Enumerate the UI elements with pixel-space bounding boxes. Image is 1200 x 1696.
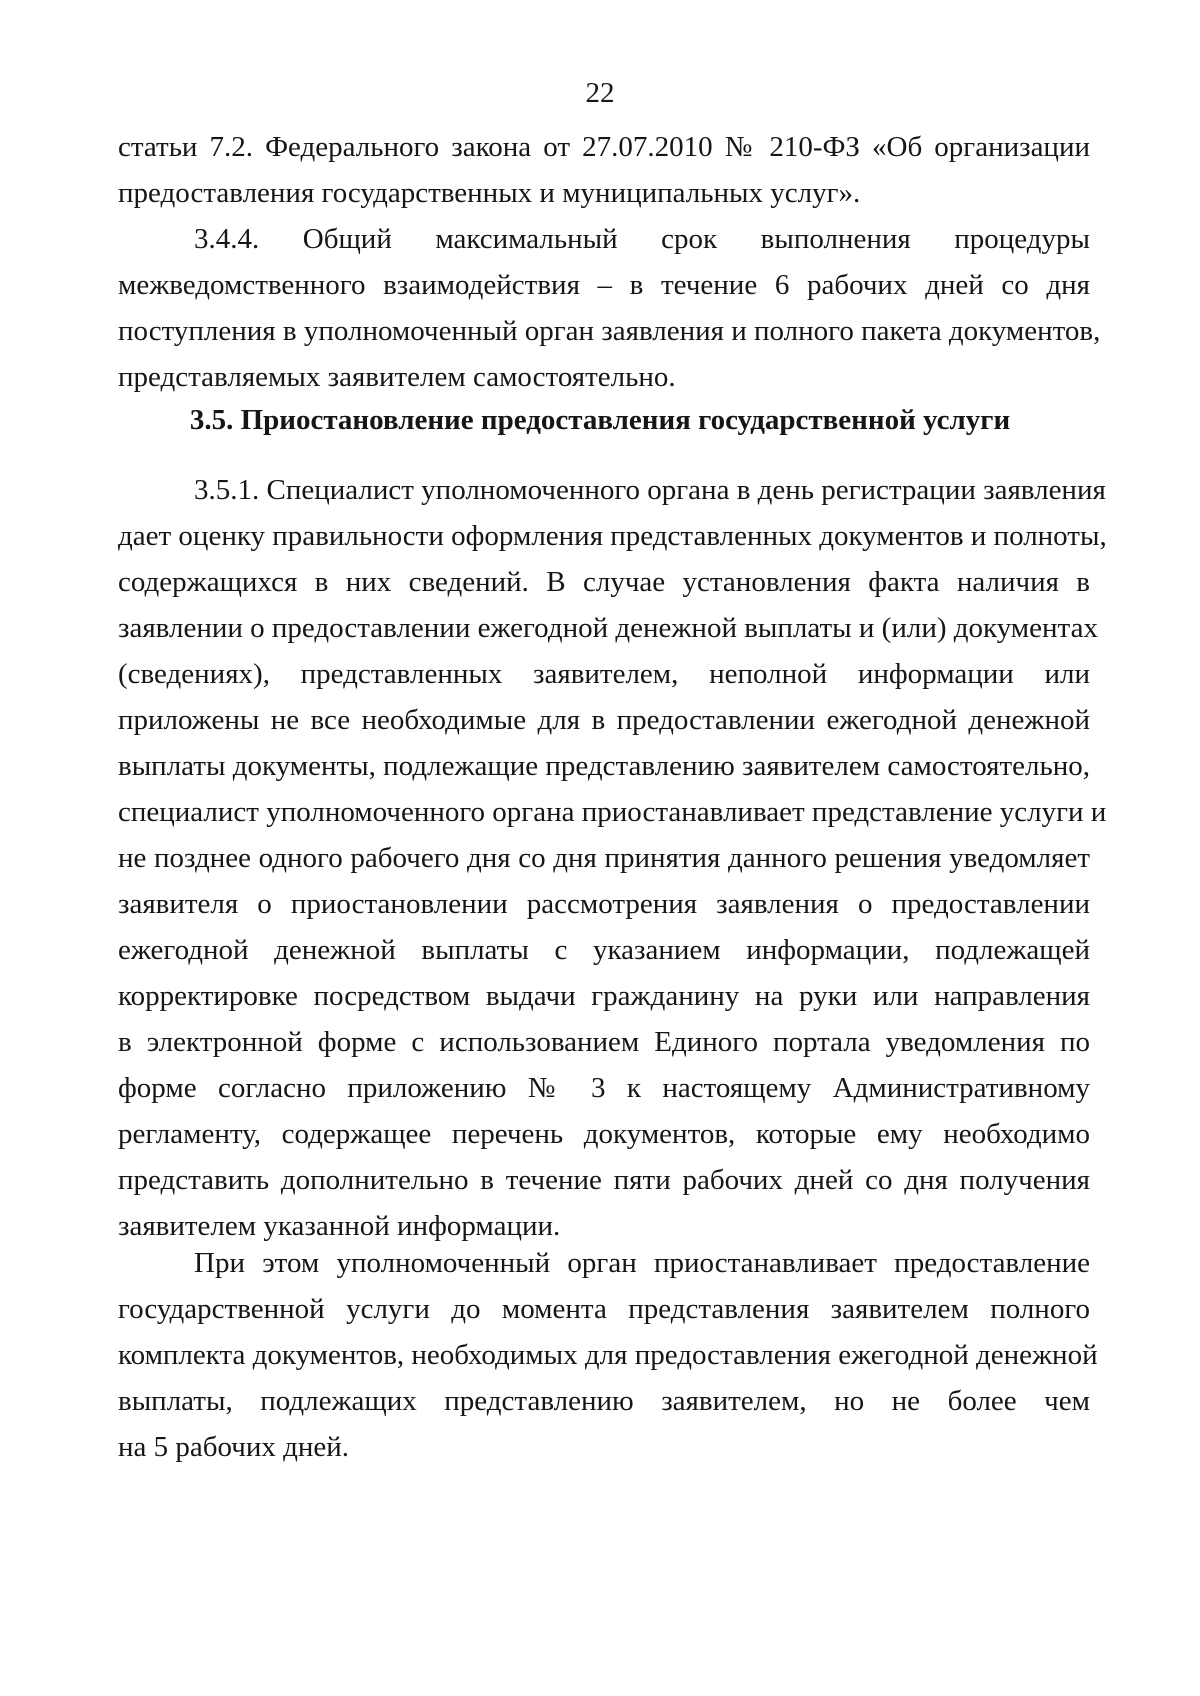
section-heading: 3.5. Приостановление предоставления государственной услуги xyxy=(189,404,1011,436)
text-line: выплаты, подлежащих представлению заявителем, но не более чем xyxy=(118,1385,1090,1417)
text-line: ежегодной денежной выплаты с указанием информации, подлежащей xyxy=(118,934,1090,966)
text-line: 3.5.1. Специалист уполномоченного органа в день регистрации заявления xyxy=(194,474,1106,506)
text-line: При этом уполномоченный орган приостанавливает предоставление xyxy=(194,1247,1090,1279)
text-line: (сведениях), представленных заявителем, неполной информации или xyxy=(118,658,1090,690)
text-line: в электронной форме с использованием Единого портала уведомления по xyxy=(118,1026,1090,1058)
text-line: заявлении о предоставлении ежегодной денежной выплаты и (или) документах xyxy=(118,612,1098,644)
text-line: выплаты документы, подлежащие представлению заявителем самостоятельно, xyxy=(118,750,1090,782)
text-line: заявителем указанной информации. xyxy=(118,1210,561,1242)
text-line: на 5 рабочих дней. xyxy=(118,1431,350,1463)
text-line: дает оценку правильности оформления представленных документов и полноты, xyxy=(118,520,1107,552)
text-line: государственной услуги до момента представления заявителем полного xyxy=(118,1293,1090,1325)
page-number: 22 xyxy=(585,77,615,109)
text-line: приложены не все необходимые для в предоставлении ежегодной денежной xyxy=(118,704,1090,736)
text-line: форме согласно приложению № 3 к настоящему Административному xyxy=(118,1072,1090,1104)
text-line: содержащихся в них сведений. В случае установления факта наличия в xyxy=(118,566,1090,598)
text-line: корректировке посредством выдачи гражданину на руки или направления xyxy=(118,980,1090,1012)
paragraph-3-4-4 xyxy=(118,216,1101,400)
paragraph-3-5-1 xyxy=(118,467,1107,1249)
paragraph-suspension xyxy=(118,1240,1098,1470)
text-line: межведомственного взаимодействия – в течение 6 рабочих дней со дня xyxy=(118,269,1090,301)
text-line: комплекта документов, необходимых для предоставления ежегодной денежной xyxy=(118,1339,1098,1371)
paragraph-continuation xyxy=(118,124,1090,216)
text-line: представить дополнительно в течение пяти рабочих дней со дня получения xyxy=(118,1164,1090,1196)
text-line: предоставления государственных и муниципальных услуг». xyxy=(118,177,861,209)
text-line: 3.4.4. Общий максимальный срок выполнения процедуры xyxy=(194,223,1090,255)
text-line: регламенту, содержащее перечень документов, которые ему необходимо xyxy=(118,1118,1090,1150)
text-line: представляемых заявителем самостоятельно. xyxy=(118,361,676,393)
text-line: специалист уполномоченного органа приостанавливает представление услуги и xyxy=(118,796,1107,828)
text-line: не позднее одного рабочего дня со дня принятия данного решения уведомляет xyxy=(118,842,1090,874)
text-line: поступления в уполномоченный орган заявления и полного пакета документов, xyxy=(118,315,1101,347)
text-line: статьи 7.2. Федерального закона от 27.07.2010 № 210-ФЗ «Об организации xyxy=(118,131,1090,163)
text-line: заявителя о приостановлении рассмотрения заявления о предоставлении xyxy=(118,888,1090,920)
